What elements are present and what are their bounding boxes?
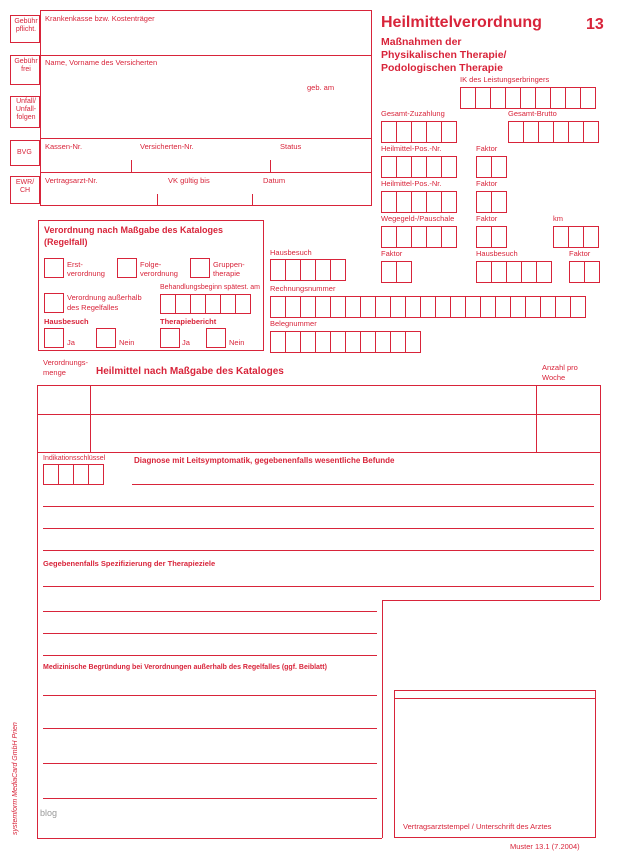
input-cell[interactable]: [270, 259, 286, 281]
therapiebericht-ja-checkbox[interactable]: [160, 328, 180, 348]
input-cell[interactable]: [330, 331, 346, 353]
pos-nr-1-cells[interactable]: [381, 156, 456, 178]
hausbesuch-heading: Hausbesuch: [44, 317, 89, 326]
diagnose-step-border: [382, 600, 600, 601]
heilmittel-col-divider: [536, 385, 537, 453]
diagnose-line[interactable]: [43, 550, 594, 551]
hausbesuch-right-cells[interactable]: [476, 261, 551, 283]
input-cell[interactable]: [270, 331, 286, 353]
input-cell[interactable]: [565, 87, 581, 109]
faktor-5-label: Faktor: [569, 249, 591, 258]
pos-nr-2-label: Heilmittel-Pos.-Nr.: [381, 179, 442, 188]
input-cell[interactable]: [300, 259, 316, 281]
erst-label-1: Erst-: [67, 260, 83, 269]
input-cell[interactable]: [506, 261, 522, 283]
gruppentherapie-checkbox[interactable]: [190, 258, 210, 278]
pos-nr-2-cells[interactable]: [381, 191, 456, 213]
gesamt-zuzahlung-cells[interactable]: [381, 121, 456, 143]
anzahl-label-2: Woche: [542, 373, 566, 382]
katalog-subtitle: (Regelfall): [44, 237, 88, 247]
therapieziele-line[interactable]: [43, 586, 594, 587]
faktor-5-cells[interactable]: [569, 261, 599, 283]
input-cell[interactable]: [441, 226, 457, 248]
heilmittel-table[interactable]: [37, 385, 601, 453]
input-cell[interactable]: [88, 464, 104, 485]
faktor-3-cells[interactable]: [476, 226, 506, 248]
behandlungsbeginn-cells[interactable]: [160, 294, 250, 314]
hausbesuch-nein-label: Nein: [119, 338, 135, 347]
input-cell[interactable]: [390, 331, 406, 353]
folge-label-2: verordnung: [140, 269, 178, 278]
verordnungsmenge-label-2: menge: [43, 368, 66, 377]
stempel-top-line: [394, 698, 596, 699]
ewr-label: EWR/ CH: [15, 179, 35, 195]
input-cell[interactable]: [568, 121, 584, 143]
katalog-title: Verordnung nach Maßgabe des Kataloges: [44, 225, 224, 235]
krankenkasse-label: Krankenkasse bzw. Kostenträger: [45, 14, 155, 23]
gebuehr-frei-label: Gebühr frei: [14, 58, 38, 74]
stempel-label: Vertragsarztstempel / Unterschrift des Arztes: [403, 822, 552, 831]
input-cell[interactable]: [315, 296, 331, 318]
input-cell[interactable]: [396, 191, 412, 213]
input-cell[interactable]: [441, 121, 457, 143]
input-cell[interactable]: [426, 191, 442, 213]
therapieziele-title: Gegebenenfalls Spezifizierung der Therapieziele: [43, 559, 216, 568]
km-cells[interactable]: [553, 226, 598, 248]
gesamt-zuzahlung-label: Gesamt-Zuzahlung: [381, 109, 445, 118]
form-subtitle-3: Podologischen Therapie: [381, 62, 503, 74]
hausbesuch-left-label: Hausbesuch: [270, 248, 312, 257]
begruendung-line[interactable]: [43, 728, 377, 729]
indikationsschluessel-label: Indikationsschlüssel: [43, 455, 106, 462]
input-cell[interactable]: [315, 331, 331, 353]
versicherter-name-label: Name, Vorname des Versicherten: [45, 58, 158, 67]
input-cell[interactable]: [490, 87, 506, 109]
arzt-stempel-box[interactable]: [394, 690, 596, 838]
input-cell[interactable]: [381, 191, 397, 213]
input-cell[interactable]: [491, 191, 507, 213]
input-cell[interactable]: [523, 121, 539, 143]
ausserhalb-regelfall-checkbox[interactable]: [44, 293, 64, 313]
begruendung-line[interactable]: [43, 695, 377, 696]
input-cell[interactable]: [396, 226, 412, 248]
input-cell[interactable]: [450, 296, 466, 318]
kassen-nr-label: Kassen-Nr.: [45, 142, 83, 151]
faktor-3-label: Faktor: [476, 214, 498, 223]
hausbesuch-left-cells[interactable]: [270, 259, 345, 281]
input-cell[interactable]: [235, 294, 251, 314]
printer-imprint: systemform MediaCard GmbH Prien: [12, 722, 19, 835]
indikationsschluessel-cells[interactable]: [43, 464, 103, 485]
input-cell[interactable]: [525, 296, 541, 318]
diagnose-title: Diagnose mit Leitsymptomatik, gegebenenfalls wesentliche Befunde: [134, 456, 395, 465]
input-cell[interactable]: [270, 296, 286, 318]
tick: [252, 194, 253, 206]
diagnose-line[interactable]: [43, 528, 594, 529]
begruendung-line[interactable]: [43, 798, 377, 799]
input-cell[interactable]: [330, 259, 346, 281]
heilmittel-col-divider: [90, 385, 91, 453]
therapiebericht-ja-label: Ja: [182, 338, 190, 347]
input-cell[interactable]: [535, 87, 551, 109]
input-cell[interactable]: [300, 296, 316, 318]
input-cell[interactable]: [465, 296, 481, 318]
ausser-label-1: Verordnung außerhalb: [67, 293, 142, 302]
belegnummer-cells[interactable]: [270, 331, 420, 353]
diagnose-right-border: [600, 453, 601, 600]
gruppe-label-2: therapie: [213, 269, 241, 278]
faktor-4-cells[interactable]: [381, 261, 411, 283]
input-cell[interactable]: [411, 121, 427, 143]
input-cell[interactable]: [411, 191, 427, 213]
form-subtitle-1: Maßnahmen der: [381, 36, 462, 48]
input-cell[interactable]: [491, 226, 507, 248]
therapieziele-line[interactable]: [43, 611, 377, 612]
input-cell[interactable]: [540, 296, 556, 318]
tick: [157, 194, 158, 206]
input-cell[interactable]: [381, 156, 397, 178]
blog-watermark: blog: [40, 808, 58, 818]
divider: [40, 55, 372, 56]
input-cell[interactable]: [396, 261, 412, 283]
input-cell[interactable]: [505, 87, 521, 109]
diagnose-line[interactable]: [132, 484, 594, 485]
tick: [131, 160, 132, 172]
input-cell[interactable]: [441, 191, 457, 213]
vk-gueltig-label: VK gültig bis: [168, 176, 210, 185]
bvg-label: BVG: [17, 149, 32, 156]
hausbesuch-ja-label: Ja: [67, 338, 75, 347]
input-cell[interactable]: [476, 156, 492, 178]
input-cell[interactable]: [435, 296, 451, 318]
input-cell[interactable]: [360, 296, 376, 318]
input-cell[interactable]: [568, 226, 584, 248]
hausbesuch-right-label: Hausbesuch: [476, 249, 518, 258]
therapieziele-line[interactable]: [43, 655, 377, 656]
diagnose-left-border: [37, 453, 38, 838]
input-cell[interactable]: [300, 331, 316, 353]
vertragsarzt-nr-label: Vertragsarzt-Nr.: [45, 176, 98, 185]
wegegeld-label: Wegegeld-/Pauschale: [381, 214, 455, 223]
unfall-label: Unfall/ Unfall- folgen: [15, 98, 37, 122]
input-cell[interactable]: [345, 296, 361, 318]
input-cell[interactable]: [508, 121, 524, 143]
input-cell[interactable]: [381, 121, 397, 143]
divider: [40, 138, 372, 139]
input-cell[interactable]: [584, 261, 600, 283]
faktor-2-cells[interactable]: [476, 191, 506, 213]
input-cell[interactable]: [285, 331, 301, 353]
input-cell[interactable]: [360, 331, 376, 353]
form-subtitle-2: Physikalischen Therapie/: [381, 49, 507, 61]
input-cell[interactable]: [375, 331, 391, 353]
erst-label-2: verordnung: [67, 269, 105, 278]
belegnummer-label: Belegnummer: [270, 319, 317, 328]
input-cell[interactable]: [538, 121, 554, 143]
input-cell[interactable]: [520, 87, 536, 109]
muster-label: Muster 13.1 (7.2004): [510, 842, 580, 851]
input-cell[interactable]: [426, 226, 442, 248]
input-cell[interactable]: [553, 121, 569, 143]
heilmittel-row-divider: [37, 414, 601, 415]
input-cell[interactable]: [285, 296, 301, 318]
input-cell[interactable]: [285, 259, 301, 281]
input-cell[interactable]: [73, 464, 89, 485]
diagnose-step-vertical: [382, 600, 383, 838]
erstverordnung-checkbox[interactable]: [44, 258, 64, 278]
faktor-1-label: Faktor: [476, 144, 498, 153]
gesamt-brutto-label: Gesamt-Brutto: [508, 109, 557, 118]
ausser-label-2: des Regelfalles: [67, 303, 119, 312]
input-cell[interactable]: [220, 294, 236, 314]
input-cell[interactable]: [345, 331, 361, 353]
form-title: Heilmittelverordnung: [381, 14, 542, 31]
rechnungsnummer-label: Rechnungsnummer: [270, 284, 336, 293]
faktor-2-label: Faktor: [476, 179, 498, 188]
hausbesuch-ja-checkbox[interactable]: [44, 328, 64, 348]
input-cell[interactable]: [491, 156, 507, 178]
input-cell[interactable]: [583, 226, 599, 248]
therapiebericht-nein-checkbox[interactable]: [206, 328, 226, 348]
ik-cells[interactable]: [460, 87, 595, 109]
behandlungsbeginn-label: Behandlungsbeginn spätest. am: [160, 284, 261, 291]
input-cell[interactable]: [381, 226, 397, 248]
input-cell[interactable]: [405, 296, 421, 318]
input-cell[interactable]: [175, 294, 191, 314]
input-cell[interactable]: [390, 296, 406, 318]
input-cell[interactable]: [381, 261, 397, 283]
diagnose-line[interactable]: [43, 506, 594, 507]
input-cell[interactable]: [510, 296, 526, 318]
faktor-4-label: Faktor: [381, 249, 403, 258]
input-cell[interactable]: [491, 261, 507, 283]
folge-label-1: Folge-: [140, 260, 162, 269]
tick: [270, 160, 271, 172]
pos-nr-1-label: Heilmittel-Pos.-Nr.: [381, 144, 442, 153]
therapieziele-line[interactable]: [43, 633, 377, 634]
input-cell[interactable]: [58, 464, 74, 485]
input-cell[interactable]: [396, 121, 412, 143]
gruppe-label-1: Gruppen-: [213, 260, 245, 269]
divider: [40, 172, 372, 173]
faktor-1-cells[interactable]: [476, 156, 506, 178]
diagnose-bottom-border: [37, 838, 382, 839]
input-cell[interactable]: [476, 261, 492, 283]
begruendung-line[interactable]: [43, 763, 377, 764]
input-cell[interactable]: [475, 87, 491, 109]
anzahl-label-1: Anzahl pro: [542, 363, 578, 372]
therapiebericht-nein-label: Nein: [229, 338, 245, 347]
input-cell[interactable]: [43, 464, 59, 485]
input-cell[interactable]: [411, 226, 427, 248]
input-cell[interactable]: [190, 294, 206, 314]
versicherten-nr-label: Versicherten-Nr.: [140, 142, 194, 151]
input-cell[interactable]: [396, 156, 412, 178]
km-label: km: [553, 214, 563, 223]
input-cell[interactable]: [521, 261, 537, 283]
input-cell[interactable]: [570, 296, 586, 318]
datum-label: Datum: [263, 176, 286, 185]
status-label: Status: [280, 142, 302, 151]
input-cell[interactable]: [580, 87, 596, 109]
input-cell[interactable]: [205, 294, 221, 314]
folgeverordnung-checkbox[interactable]: [117, 258, 137, 278]
rechnungsnummer-cells[interactable]: [270, 296, 585, 318]
input-cell[interactable]: [480, 296, 496, 318]
input-cell[interactable]: [315, 259, 331, 281]
geb-am-label: geb. am: [307, 83, 335, 92]
input-cell[interactable]: [441, 156, 457, 178]
input-cell[interactable]: [536, 261, 552, 283]
input-cell[interactable]: [569, 261, 585, 283]
input-cell[interactable]: [495, 296, 511, 318]
input-cell[interactable]: [550, 87, 566, 109]
input-cell[interactable]: [583, 121, 599, 143]
gesamt-brutto-cells[interactable]: [508, 121, 598, 143]
input-cell[interactable]: [426, 156, 442, 178]
input-cell[interactable]: [476, 191, 492, 213]
input-cell[interactable]: [555, 296, 571, 318]
input-cell[interactable]: [460, 87, 476, 109]
input-cell[interactable]: [553, 226, 569, 248]
verordnungsmenge-label-1: Verordnungs-: [43, 358, 89, 367]
ik-label: IK des Leistungserbringers: [460, 75, 550, 84]
input-cell[interactable]: [405, 331, 421, 353]
gebuehr-pflicht-label: Gebühr pflicht.: [14, 18, 38, 34]
wegegeld-cells[interactable]: [381, 226, 456, 248]
input-cell[interactable]: [375, 296, 391, 318]
input-cell[interactable]: [420, 296, 436, 318]
form-number: 13: [586, 16, 604, 33]
input-cell[interactable]: [330, 296, 346, 318]
therapiebericht-heading: Therapiebericht: [160, 317, 217, 326]
hausbesuch-nein-checkbox[interactable]: [96, 328, 116, 348]
input-cell[interactable]: [411, 156, 427, 178]
input-cell[interactable]: [426, 121, 442, 143]
begruendung-title: Medizinische Begründung bei Verordnungen außerhalb des Regelfalles (ggf. Beiblatt): [43, 664, 327, 671]
input-cell[interactable]: [160, 294, 176, 314]
input-cell[interactable]: [476, 226, 492, 248]
heilmittel-title: Heilmittel nach Maßgabe des Kataloges: [96, 366, 284, 377]
